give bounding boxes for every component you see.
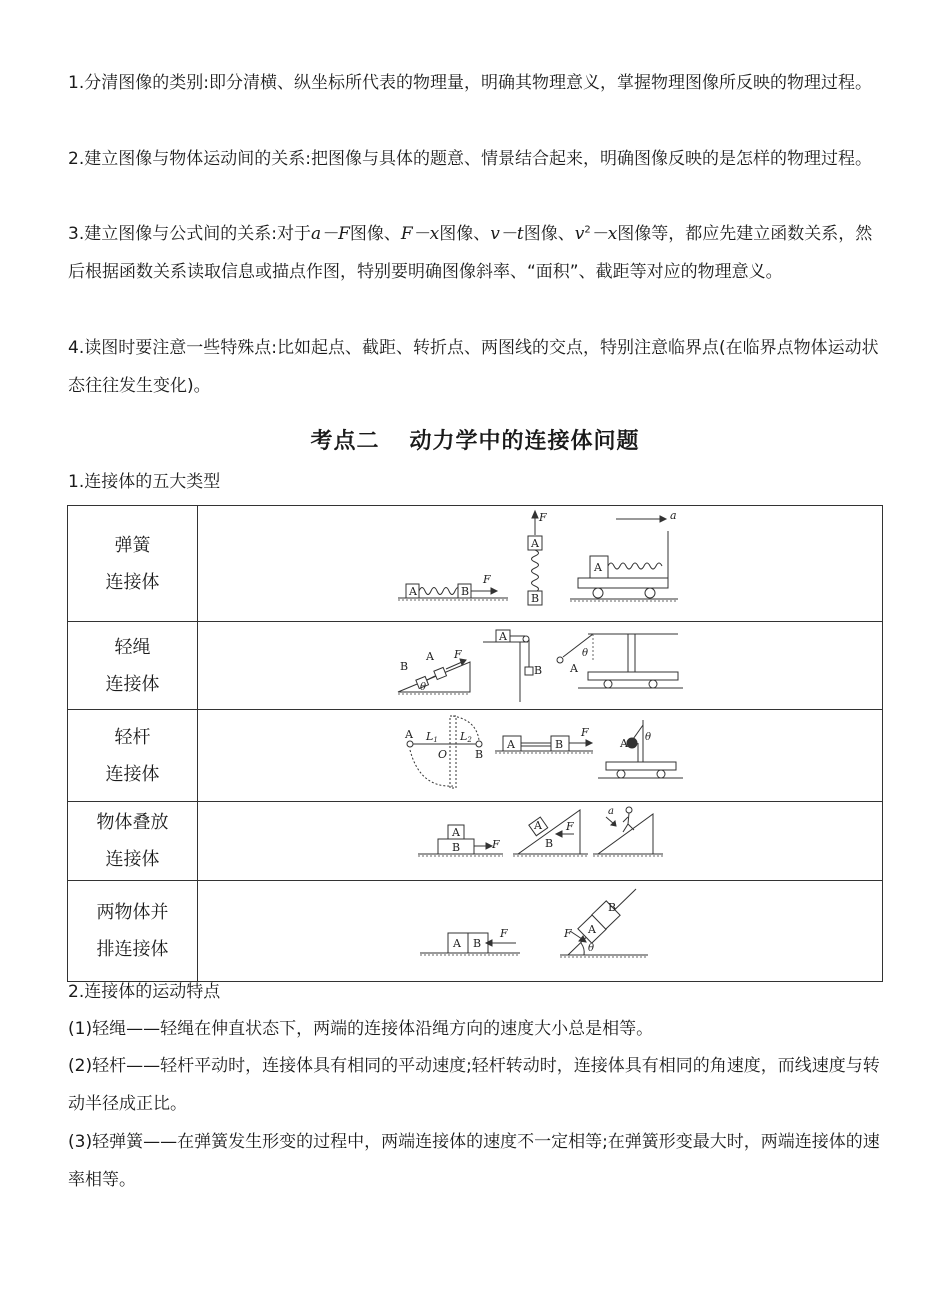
label-b: B — [461, 585, 470, 598]
intro-point-4: 4.读图时要注意一些特殊点:比如起点、截距、转折点、两图线的交点，特别注意临界点(在临界点物体运动状态往往发生变化)。 — [68, 338, 879, 396]
figure-rod — [198, 710, 883, 802]
label-accel: a — [608, 806, 614, 817]
label-a: A — [409, 585, 417, 598]
motion-point-3: (3)轻弹簧——在弹簧发生形变的过程中，两端连接体的速度不一定相等;在弹簧形变最大时，两端连接体的速率相等。 — [68, 1132, 880, 1190]
row-label-spring: 弹簧 连接体 — [68, 506, 198, 622]
intro-point-1: 1.分清图像的类别:即分清横、纵坐标所代表的物理量，明确其物理意义，掌握物理图像所反映的物理过程。 — [68, 73, 872, 93]
label-a: A — [588, 923, 596, 936]
row-label-side-by-side: 两物体并 排连接体 — [68, 881, 198, 982]
label-b: B — [452, 841, 461, 854]
label-a: A — [499, 630, 507, 643]
intro-point-2: 2.建立图像与物体运动间的关系:把图像与具体的题意、情景结合起来，明确图像反映的是怎样的物理过程。 — [68, 149, 872, 169]
label-a: A — [426, 650, 434, 663]
label-a: A — [594, 561, 602, 574]
table-row-side-by-side — [68, 881, 883, 982]
label-l1: L1 — [426, 730, 438, 744]
label-b: B — [531, 592, 540, 605]
label-a: A — [453, 937, 461, 950]
label-b: B — [475, 748, 484, 761]
label-f: F — [564, 927, 572, 940]
label-a: A — [534, 819, 542, 832]
label-f: F — [581, 726, 589, 739]
table-row-rod — [68, 710, 883, 802]
label-theta: θ — [582, 648, 589, 659]
label-f: F — [539, 511, 547, 524]
label-accel: a — [670, 509, 677, 522]
motion-point-2: (2)轻杆——轻杆平动时，连接体具有相同的平动速度;轻杆转动时，连接体具有相同的角速度，而线速度与转动半径成正比。 — [68, 1056, 880, 1114]
label-a: A — [452, 826, 460, 839]
types-heading: 1.连接体的五大类型 — [68, 472, 221, 492]
label-a: A — [570, 662, 578, 675]
label-b: B — [534, 664, 543, 677]
label-o: O — [438, 748, 448, 761]
table-row-spring — [68, 506, 883, 622]
label-theta: θ — [420, 682, 427, 693]
section-title: 考点二 动力学中的连接体问题 — [310, 429, 640, 454]
label-b: B — [473, 937, 482, 950]
label-f: F — [492, 838, 500, 851]
label-a: A — [620, 737, 628, 750]
intro-point-3: 3.建立图像与公式间的关系:对于a－F图像、F－x图像、v－t图像、$v^2-x$图像等，都应先建立函数关系，然后根据函数关系读取信息或描点作图，特别要明确图像斜率、“面积”、截距等对应的物理意义。 — [68, 224, 873, 282]
figure-stacked — [198, 802, 883, 881]
label-f: F — [500, 927, 508, 940]
motion-heading: 2.连接体的运动特点 — [68, 982, 221, 1002]
label-b: B — [608, 901, 617, 914]
row-label-stacked: 物体叠放 连接体 — [68, 802, 198, 881]
label-f: F — [483, 573, 491, 586]
row-label-rope: 轻绳 连接体 — [68, 622, 198, 710]
label-a: A — [531, 537, 539, 550]
label-f: F — [566, 820, 574, 833]
connected-body-types-table — [67, 505, 883, 982]
figure-side-by-side — [198, 881, 883, 982]
label-theta: θ — [645, 732, 652, 743]
label-theta: θ — [588, 943, 595, 954]
label-l2: L2 — [460, 730, 472, 744]
label-a: A — [507, 738, 515, 751]
label-b: B — [555, 738, 564, 751]
figure-rope — [198, 622, 883, 710]
table-row-stacked — [68, 802, 883, 881]
label-b: B — [545, 837, 554, 850]
row-label-rod: 轻杆 连接体 — [68, 710, 198, 802]
label-f: F — [454, 648, 462, 661]
figure-spring — [198, 506, 883, 622]
label-a: A — [405, 728, 413, 741]
label-b: B — [400, 660, 409, 673]
motion-point-1: (1)轻绳——轻绳在伸直状态下，两端的连接体沿绳方向的速度大小总是相等。 — [68, 1019, 654, 1039]
table-row-rope — [68, 622, 883, 710]
